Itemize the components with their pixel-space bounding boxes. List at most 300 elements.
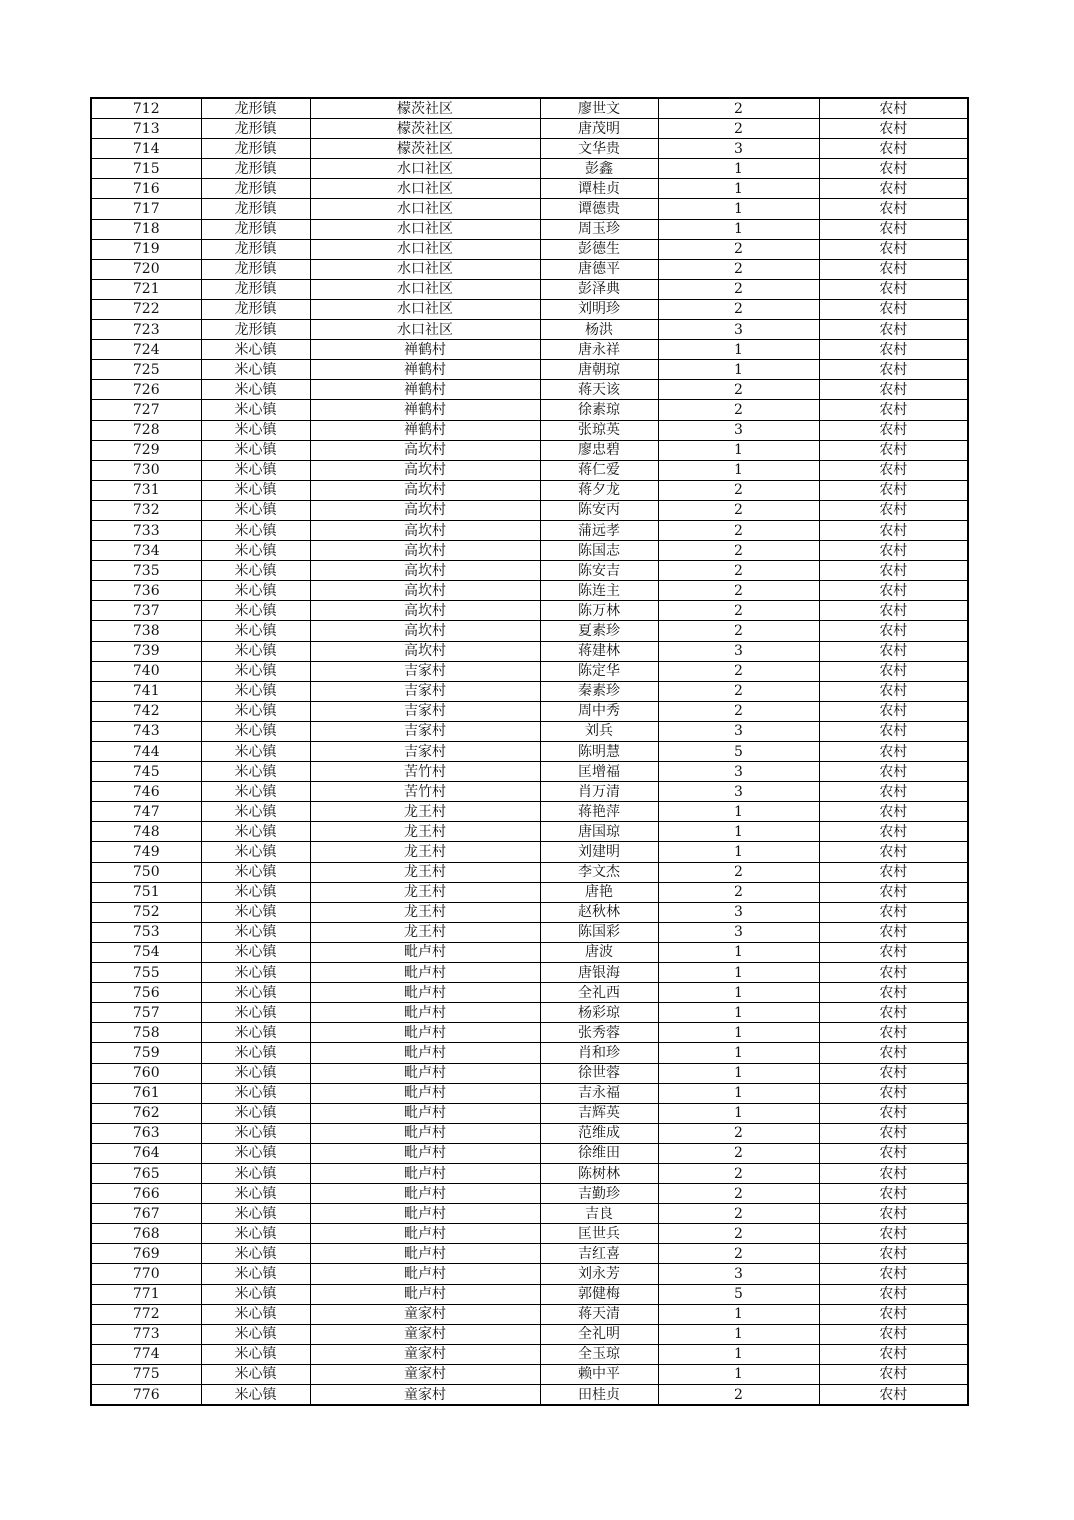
cell-town: 龙形镇 [201, 159, 310, 179]
cell-name: 文华贵 [540, 139, 658, 159]
cell-area: 农村 [819, 320, 968, 340]
table-row [91, 701, 968, 721]
cell-no: 766 [91, 1184, 201, 1204]
table-row [91, 541, 968, 561]
cell-area: 农村 [819, 279, 968, 299]
cell-count: 2 [658, 681, 819, 701]
table-row [91, 460, 968, 480]
cell-no: 741 [91, 681, 201, 701]
cell-count: 3 [658, 721, 819, 741]
cell-no: 720 [91, 259, 201, 279]
cell-town: 米心镇 [201, 360, 310, 380]
cell-area: 农村 [819, 621, 968, 641]
cell-area: 农村 [819, 862, 968, 882]
cell-community: 毗卢村 [310, 1204, 540, 1224]
cell-name: 肖和珍 [540, 1043, 658, 1063]
table-row [91, 500, 968, 520]
table-row [91, 942, 968, 962]
cell-name: 彭泽典 [540, 279, 658, 299]
cell-town: 米心镇 [201, 1324, 310, 1344]
table-row [91, 581, 968, 601]
cell-area: 农村 [819, 1364, 968, 1384]
cell-count: 2 [658, 480, 819, 500]
cell-town: 龙形镇 [201, 179, 310, 199]
cell-count: 2 [658, 1163, 819, 1183]
cell-name: 吉良 [540, 1204, 658, 1224]
cell-town: 米心镇 [201, 701, 310, 721]
cell-town: 米心镇 [201, 1364, 310, 1384]
cell-count: 1 [658, 1103, 819, 1123]
cell-no: 759 [91, 1043, 201, 1063]
cell-name: 唐永祥 [540, 340, 658, 360]
cell-town: 龙形镇 [201, 219, 310, 239]
cell-area: 农村 [819, 119, 968, 139]
cell-town: 米心镇 [201, 1063, 310, 1083]
table-row [91, 1244, 968, 1264]
table-row [91, 98, 968, 119]
table-row [91, 922, 968, 942]
cell-count: 1 [658, 1324, 819, 1344]
cell-community: 水口社区 [310, 279, 540, 299]
cell-count: 2 [658, 882, 819, 902]
cell-count: 2 [658, 239, 819, 259]
cell-community: 苦竹村 [310, 782, 540, 802]
cell-name: 唐国琼 [540, 822, 658, 842]
cell-no: 733 [91, 520, 201, 540]
table-row [91, 420, 968, 440]
cell-town: 米心镇 [201, 1244, 310, 1264]
cell-count: 3 [658, 641, 819, 661]
cell-community: 吉家村 [310, 742, 540, 762]
cell-area: 农村 [819, 1043, 968, 1063]
cell-town: 龙形镇 [201, 199, 310, 219]
cell-community: 吉家村 [310, 721, 540, 741]
table-row [91, 882, 968, 902]
cell-no: 770 [91, 1264, 201, 1284]
cell-name: 彭鑫 [540, 159, 658, 179]
cell-community: 高坎村 [310, 520, 540, 540]
cell-community: 童家村 [310, 1344, 540, 1364]
cell-area: 农村 [819, 1083, 968, 1103]
cell-count: 2 [658, 400, 819, 420]
cell-no: 714 [91, 139, 201, 159]
cell-town: 米心镇 [201, 340, 310, 360]
cell-no: 718 [91, 219, 201, 239]
cell-name: 赖中平 [540, 1364, 658, 1384]
cell-community: 毗卢村 [310, 983, 540, 1003]
cell-no: 752 [91, 902, 201, 922]
cell-community: 高坎村 [310, 500, 540, 520]
cell-town: 龙形镇 [201, 139, 310, 159]
cell-count: 3 [658, 902, 819, 922]
table-row [91, 1184, 968, 1204]
cell-no: 769 [91, 1244, 201, 1264]
cell-name: 蒋天该 [540, 380, 658, 400]
cell-no: 740 [91, 661, 201, 681]
cell-community: 毗卢村 [310, 1244, 540, 1264]
table-row [91, 520, 968, 540]
cell-count: 2 [658, 1385, 819, 1406]
cell-name: 蒋天清 [540, 1304, 658, 1324]
table-row [91, 762, 968, 782]
cell-town: 龙形镇 [201, 320, 310, 340]
cell-area: 农村 [819, 721, 968, 741]
cell-town: 米心镇 [201, 862, 310, 882]
cell-town: 米心镇 [201, 460, 310, 480]
cell-area: 农村 [819, 1344, 968, 1364]
cell-count: 1 [658, 842, 819, 862]
cell-town: 米心镇 [201, 1344, 310, 1364]
cell-community: 高坎村 [310, 541, 540, 561]
cell-name: 刘明珍 [540, 299, 658, 319]
cell-name: 全礼西 [540, 983, 658, 1003]
table-row [91, 360, 968, 380]
cell-no: 719 [91, 239, 201, 259]
cell-name: 杨彩琼 [540, 1003, 658, 1023]
cell-name: 陈明慧 [540, 742, 658, 762]
cell-community: 龙王村 [310, 842, 540, 862]
cell-town: 米心镇 [201, 802, 310, 822]
table-row [91, 1123, 968, 1143]
cell-area: 农村 [819, 1123, 968, 1143]
cell-no: 725 [91, 360, 201, 380]
cell-name: 蒋仁爱 [540, 460, 658, 480]
cell-town: 米心镇 [201, 882, 310, 902]
cell-area: 农村 [819, 500, 968, 520]
cell-community: 高坎村 [310, 621, 540, 641]
cell-town: 米心镇 [201, 822, 310, 842]
cell-community: 高坎村 [310, 460, 540, 480]
table-row [91, 380, 968, 400]
cell-no: 715 [91, 159, 201, 179]
cell-town: 米心镇 [201, 561, 310, 581]
cell-community: 毗卢村 [310, 1143, 540, 1163]
table-row [91, 1043, 968, 1063]
table-row [91, 159, 968, 179]
cell-town: 米心镇 [201, 742, 310, 762]
cell-count: 1 [658, 159, 819, 179]
cell-area: 农村 [819, 340, 968, 360]
cell-no: 730 [91, 460, 201, 480]
cell-area: 农村 [819, 922, 968, 942]
table-row [91, 1224, 968, 1244]
cell-town: 龙形镇 [201, 239, 310, 259]
table-row [91, 661, 968, 681]
cell-town: 米心镇 [201, 983, 310, 1003]
table-row [91, 1284, 968, 1304]
cell-area: 农村 [819, 842, 968, 862]
table-row [91, 1063, 968, 1083]
cell-name: 唐波 [540, 942, 658, 962]
cell-community: 毗卢村 [310, 1123, 540, 1143]
cell-community: 童家村 [310, 1385, 540, 1406]
cell-no: 737 [91, 601, 201, 621]
cell-community: 龙王村 [310, 862, 540, 882]
cell-count: 2 [658, 581, 819, 601]
cell-community: 檬茨社区 [310, 119, 540, 139]
cell-no: 742 [91, 701, 201, 721]
cell-area: 农村 [819, 1385, 968, 1406]
cell-no: 721 [91, 279, 201, 299]
cell-count: 3 [658, 922, 819, 942]
cell-name: 吉辉英 [540, 1103, 658, 1123]
cell-area: 农村 [819, 400, 968, 420]
table-row [91, 179, 968, 199]
table-row [91, 1324, 968, 1344]
cell-no: 771 [91, 1284, 201, 1304]
cell-area: 农村 [819, 299, 968, 319]
cell-area: 农村 [819, 1003, 968, 1023]
table-row [91, 259, 968, 279]
table-row [91, 1385, 968, 1406]
cell-name: 范维成 [540, 1123, 658, 1143]
cell-area: 农村 [819, 98, 968, 119]
cell-community: 毗卢村 [310, 1264, 540, 1284]
cell-area: 农村 [819, 380, 968, 400]
cell-town: 米心镇 [201, 661, 310, 681]
cell-community: 毗卢村 [310, 963, 540, 983]
cell-no: 724 [91, 340, 201, 360]
cell-name: 张秀蓉 [540, 1023, 658, 1043]
cell-no: 713 [91, 119, 201, 139]
cell-town: 米心镇 [201, 1264, 310, 1284]
table-row [91, 1364, 968, 1384]
cell-community: 高坎村 [310, 581, 540, 601]
cell-community: 童家村 [310, 1364, 540, 1384]
cell-name: 刘兵 [540, 721, 658, 741]
cell-name: 田桂贞 [540, 1385, 658, 1406]
cell-town: 米心镇 [201, 762, 310, 782]
cell-name: 肖万清 [540, 782, 658, 802]
cell-area: 农村 [819, 641, 968, 661]
cell-community: 水口社区 [310, 239, 540, 259]
cell-name: 陈国彩 [540, 922, 658, 942]
cell-no: 745 [91, 762, 201, 782]
cell-count: 1 [658, 1083, 819, 1103]
cell-no: 765 [91, 1163, 201, 1183]
cell-area: 农村 [819, 802, 968, 822]
cell-name: 陈安吉 [540, 561, 658, 581]
cell-town: 米心镇 [201, 1083, 310, 1103]
cell-community: 水口社区 [310, 199, 540, 219]
cell-name: 郭健梅 [540, 1284, 658, 1304]
cell-area: 农村 [819, 601, 968, 621]
cell-town: 米心镇 [201, 621, 310, 641]
cell-area: 农村 [819, 782, 968, 802]
cell-name: 徐世蓉 [540, 1063, 658, 1083]
cell-count: 5 [658, 742, 819, 762]
cell-no: 747 [91, 802, 201, 822]
cell-community: 高坎村 [310, 601, 540, 621]
cell-no: 735 [91, 561, 201, 581]
cell-community: 水口社区 [310, 179, 540, 199]
cell-no: 722 [91, 299, 201, 319]
cell-area: 农村 [819, 1023, 968, 1043]
cell-no: 761 [91, 1083, 201, 1103]
cell-no: 756 [91, 983, 201, 1003]
cell-count: 2 [658, 661, 819, 681]
cell-no: 773 [91, 1324, 201, 1344]
cell-town: 米心镇 [201, 902, 310, 922]
cell-community: 吉家村 [310, 681, 540, 701]
cell-name: 刘建明 [540, 842, 658, 862]
cell-town: 米心镇 [201, 440, 310, 460]
cell-count: 1 [658, 983, 819, 1003]
cell-count: 2 [658, 279, 819, 299]
cell-area: 农村 [819, 219, 968, 239]
cell-community: 毗卢村 [310, 1043, 540, 1063]
cell-area: 农村 [819, 822, 968, 842]
cell-count: 2 [658, 601, 819, 621]
cell-name: 赵秋林 [540, 902, 658, 922]
cell-area: 农村 [819, 480, 968, 500]
cell-town: 米心镇 [201, 1123, 310, 1143]
cell-count: 1 [658, 219, 819, 239]
table-row [91, 641, 968, 661]
cell-count: 2 [658, 98, 819, 119]
table-row [91, 1143, 968, 1163]
table-row [91, 681, 968, 701]
cell-town: 米心镇 [201, 480, 310, 500]
cell-community: 吉家村 [310, 701, 540, 721]
cell-town: 米心镇 [201, 1003, 310, 1023]
cell-count: 2 [658, 1123, 819, 1143]
cell-community: 龙王村 [310, 822, 540, 842]
cell-area: 农村 [819, 440, 968, 460]
cell-area: 农村 [819, 561, 968, 581]
cell-no: 736 [91, 581, 201, 601]
table-row [91, 742, 968, 762]
cell-name: 廖世文 [540, 98, 658, 119]
table-row [91, 721, 968, 741]
cell-no: 755 [91, 963, 201, 983]
cell-name: 吉勤珍 [540, 1184, 658, 1204]
cell-count: 1 [658, 1364, 819, 1384]
cell-name: 陈定华 [540, 661, 658, 681]
cell-area: 农村 [819, 1143, 968, 1163]
cell-community: 毗卢村 [310, 1163, 540, 1183]
cell-community: 童家村 [310, 1324, 540, 1344]
cell-area: 农村 [819, 681, 968, 701]
cell-area: 农村 [819, 1184, 968, 1204]
cell-area: 农村 [819, 360, 968, 380]
cell-count: 2 [658, 701, 819, 721]
table-row [91, 561, 968, 581]
cell-name: 唐艳 [540, 882, 658, 902]
cell-count: 1 [658, 822, 819, 842]
cell-town: 米心镇 [201, 420, 310, 440]
cell-no: 748 [91, 822, 201, 842]
table-row [91, 822, 968, 842]
cell-count: 1 [658, 1003, 819, 1023]
cell-town: 米心镇 [201, 1304, 310, 1324]
cell-count: 1 [658, 1304, 819, 1324]
cell-town: 米心镇 [201, 1103, 310, 1123]
cell-community: 高坎村 [310, 440, 540, 460]
cell-no: 768 [91, 1224, 201, 1244]
cell-no: 729 [91, 440, 201, 460]
cell-area: 农村 [819, 139, 968, 159]
cell-no: 764 [91, 1143, 201, 1163]
cell-area: 农村 [819, 1103, 968, 1123]
cell-community: 苦竹村 [310, 762, 540, 782]
cell-town: 米心镇 [201, 601, 310, 621]
cell-count: 2 [658, 299, 819, 319]
cell-count: 3 [658, 139, 819, 159]
cell-name: 蒋夕龙 [540, 480, 658, 500]
cell-community: 水口社区 [310, 259, 540, 279]
table-row [91, 239, 968, 259]
cell-area: 农村 [819, 581, 968, 601]
cell-no: 746 [91, 782, 201, 802]
cell-community: 毗卢村 [310, 942, 540, 962]
cell-area: 农村 [819, 742, 968, 762]
cell-community: 龙王村 [310, 802, 540, 822]
cell-count: 1 [658, 360, 819, 380]
cell-count: 2 [658, 1244, 819, 1264]
cell-area: 农村 [819, 983, 968, 1003]
cell-town: 米心镇 [201, 1023, 310, 1043]
cell-no: 731 [91, 480, 201, 500]
cell-community: 水口社区 [310, 320, 540, 340]
cell-name: 蒋建林 [540, 641, 658, 661]
cell-count: 2 [658, 1143, 819, 1163]
table-row [91, 802, 968, 822]
table-row [91, 902, 968, 922]
cell-count: 1 [658, 199, 819, 219]
cell-no: 738 [91, 621, 201, 641]
cell-town: 米心镇 [201, 400, 310, 420]
cell-no: 726 [91, 380, 201, 400]
cell-community: 禅鹤村 [310, 420, 540, 440]
cell-town: 米心镇 [201, 782, 310, 802]
cell-no: 732 [91, 500, 201, 520]
cell-no: 754 [91, 942, 201, 962]
table-row [91, 601, 968, 621]
cell-no: 723 [91, 320, 201, 340]
cell-area: 农村 [819, 1063, 968, 1083]
cell-name: 吉永福 [540, 1083, 658, 1103]
cell-town: 米心镇 [201, 681, 310, 701]
cell-town: 米心镇 [201, 581, 310, 601]
cell-area: 农村 [819, 1244, 968, 1264]
cell-area: 农村 [819, 179, 968, 199]
cell-area: 农村 [819, 159, 968, 179]
cell-count: 2 [658, 119, 819, 139]
cell-town: 米心镇 [201, 1224, 310, 1244]
cell-name: 廖忠碧 [540, 440, 658, 460]
table-row [91, 782, 968, 802]
cell-area: 农村 [819, 661, 968, 681]
cell-town: 米心镇 [201, 1385, 310, 1406]
cell-no: 751 [91, 882, 201, 902]
cell-town: 龙形镇 [201, 279, 310, 299]
cell-town: 米心镇 [201, 1163, 310, 1183]
table-body [91, 98, 968, 1405]
cell-no: 775 [91, 1364, 201, 1384]
cell-area: 农村 [819, 1284, 968, 1304]
cell-area: 农村 [819, 902, 968, 922]
cell-name: 秦素珍 [540, 681, 658, 701]
cell-town: 米心镇 [201, 942, 310, 962]
cell-no: 762 [91, 1103, 201, 1123]
cell-count: 2 [658, 1224, 819, 1244]
cell-name: 谭德贵 [540, 199, 658, 219]
cell-no: 739 [91, 641, 201, 661]
cell-name: 唐朝琼 [540, 360, 658, 380]
cell-area: 农村 [819, 199, 968, 219]
cell-count: 2 [658, 1184, 819, 1204]
